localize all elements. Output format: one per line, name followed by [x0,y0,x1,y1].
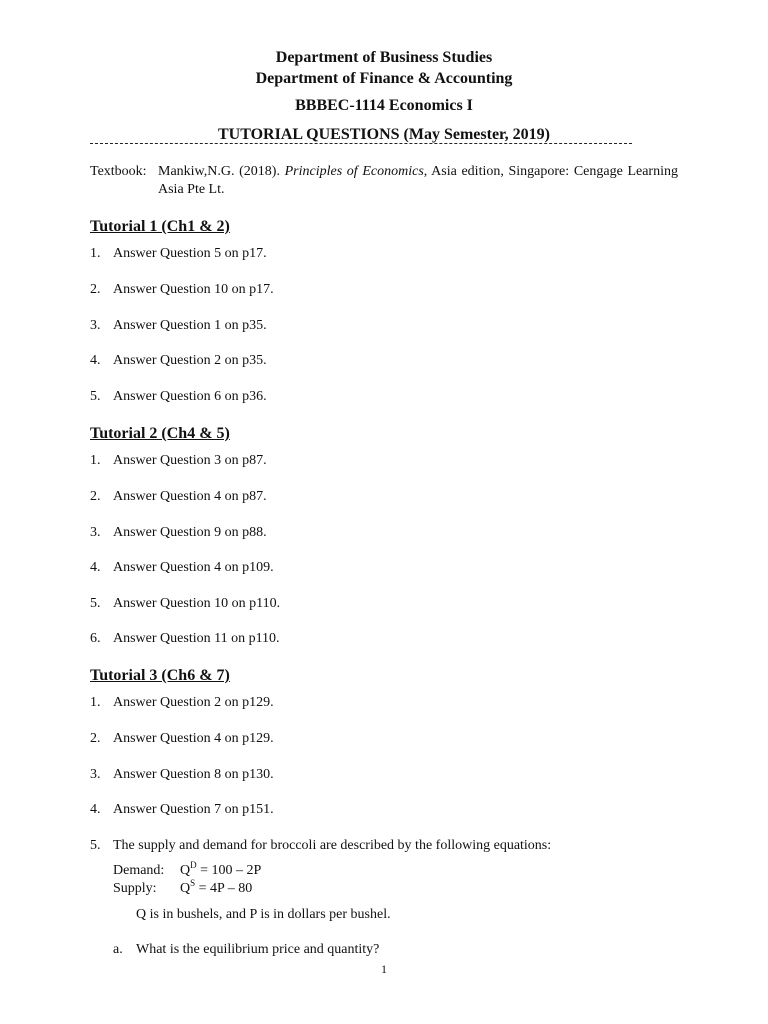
item-text: Answer Question 10 on p17. [113,282,274,297]
item-number: 1. [90,695,101,710]
supply-superscript: S [190,878,196,888]
item-number: 2. [90,489,101,504]
units-note: Q is in bushels, and P is in dollars per bushel. [136,907,391,922]
item-number: 5. [90,596,101,611]
list-item [90,595,280,613]
item-text: Answer Question 4 on p129. [113,731,274,746]
list-item [90,801,274,819]
list-item [90,388,267,406]
item-number: 2. [90,731,101,746]
item-number: 3. [90,767,101,782]
item-text: Answer Question 3 on p87. [113,453,267,468]
demand-q: Q [180,863,191,878]
demand-label: Demand: [113,863,165,878]
dashed-divider [90,143,632,144]
list-item [90,281,274,299]
textbook-author: Mankiw,N.G. (2018). [158,164,285,179]
department-heading-2: Department of Finance & Accounting [255,70,513,87]
supply-q: Q [180,881,191,896]
list-item [90,352,267,370]
item-text: Answer Question 7 on p151. [113,802,274,817]
list-item [90,630,280,648]
item-number: 3. [90,525,101,540]
item-number: 5. [90,389,101,404]
demand-rhs: = 100 – 2P [196,863,262,878]
sub-question-letter: a. [113,942,123,957]
demand-superscript: D [190,860,197,870]
list-item [90,694,274,712]
item-number: 5. [90,838,101,853]
textbook-citation [158,163,678,199]
textbook-edition: , Asia edition, Singapore: Cengage Learning Asia Pte Lt. [158,164,678,197]
sub-question [113,941,379,959]
item-text: Answer Question 6 on p36. [113,389,267,404]
item-number: 1. [90,453,101,468]
course-heading: BBBEC-1114 Economics I [295,97,473,114]
list-item [90,488,267,506]
demand-equation [113,862,261,880]
item-text: Answer Question 8 on p130. [113,767,274,782]
list-item [90,452,267,470]
item-text: Answer Question 11 on p110. [113,631,280,646]
item-text: Answer Question 2 on p35. [113,353,267,368]
item-number: 4. [90,353,101,368]
sub-question-text: What is the equilibrium price and quantity? [136,942,380,957]
item-number: 4. [90,802,101,817]
list-item [90,559,274,577]
supply-label: Supply: [113,881,157,896]
supply-equation [113,880,252,898]
item-text: Answer Question 5 on p17. [113,246,267,261]
item-text: Answer Question 9 on p88. [113,525,267,540]
item-text: Answer Question 4 on p109. [113,560,274,575]
list-item [90,524,267,542]
item-text: Answer Question 10 on p110. [113,596,281,611]
item-text: Answer Question 2 on p129. [113,695,274,710]
item-text: The supply and demand for broccoli are described by the following equations: [113,838,552,853]
item-number: 6. [90,631,101,646]
document-title: TUTORIAL QUESTIONS (May Semester, 2019) [217,126,551,143]
tutorial-2-title: Tutorial 2 (Ch4 & 5) [90,425,230,442]
textbook-label: Textbook: [90,164,147,179]
item-number: 2. [90,282,101,297]
item-number: 1. [90,246,101,261]
list-item [90,730,274,748]
page-number: 1 [381,962,387,976]
item-text: Answer Question 1 on p35. [113,318,267,333]
supply-rhs: = 4P – 80 [195,881,253,896]
textbook-title: Principles of Economics [284,164,424,179]
item-number: 3. [90,318,101,333]
item-number: 4. [90,560,101,575]
list-item [90,245,267,263]
list-item [90,317,267,335]
textbook-reference [90,163,678,199]
list-item [90,837,551,855]
tutorial-3-title: Tutorial 3 (Ch6 & 7) [90,667,230,684]
item-text: Answer Question 4 on p87. [113,489,267,504]
list-item [90,766,274,784]
department-heading-1: Department of Business Studies [275,49,493,66]
tutorial-1-title: Tutorial 1 (Ch1 & 2) [90,218,230,235]
